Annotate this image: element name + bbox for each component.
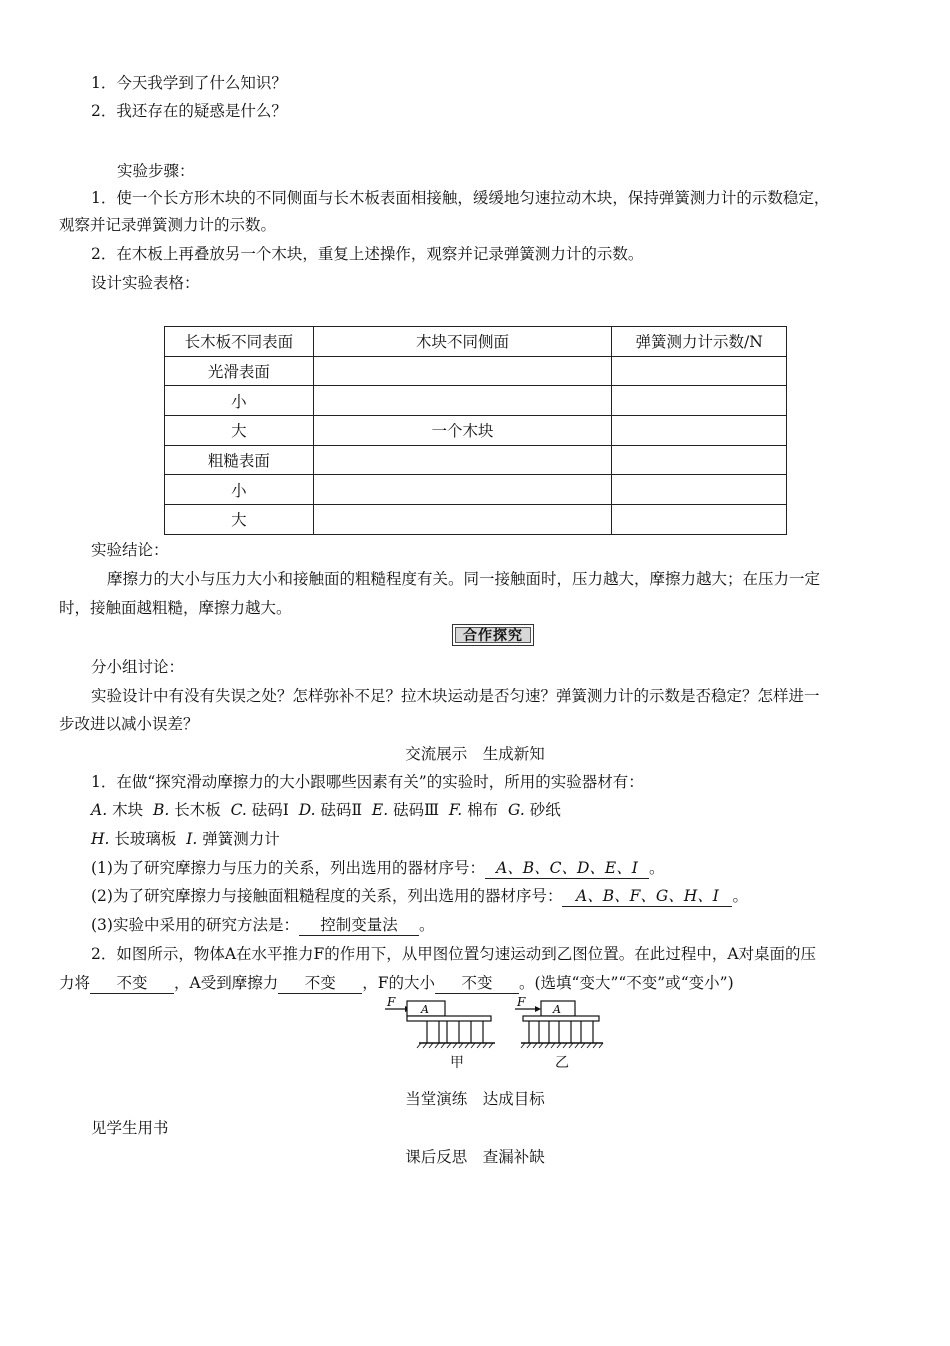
arrowhead-icon	[535, 1006, 541, 1012]
ground-hatch	[417, 1043, 493, 1048]
option-text: 长玻璃板	[114, 830, 177, 848]
caption-jia: 甲	[450, 1055, 464, 1071]
section-reflect: 课后反思 查漏补缺	[405, 1148, 545, 1166]
table-cell	[612, 416, 787, 446]
option-letter: I.	[186, 830, 198, 848]
option-letter: A.	[91, 801, 108, 819]
option-letter: H.	[91, 830, 110, 848]
table-row	[165, 505, 787, 535]
q2-line1: 2．如图所示，物体A在水平推力F的作用下，从甲图位置匀速运动到乙图位置。在此过程中，A对桌面的压	[91, 945, 817, 963]
q1-sub1-answer: A、B、C、D、E、I	[485, 858, 649, 879]
tabletop	[407, 1016, 491, 1021]
q2-text: 力将	[59, 974, 91, 992]
option-letter: C.	[230, 801, 247, 819]
q1-sub2	[91, 885, 748, 907]
discussion-line2: 步改进以减小误差？	[59, 715, 199, 733]
q1-options-line2	[91, 828, 280, 850]
option-letter: B.	[152, 801, 170, 819]
table-cell: 光滑表面	[165, 356, 314, 386]
figure-jia	[383, 995, 498, 1051]
table-cell	[313, 356, 611, 386]
option-text: 棉布	[467, 801, 499, 819]
table-cell	[612, 356, 787, 386]
section-banner-cooperative: 合作探究	[452, 624, 534, 646]
table-row	[165, 356, 787, 386]
table-header: 弹簧测力计示数/N	[612, 327, 787, 357]
option-text: 弹簧测力计	[202, 830, 280, 848]
table-cell: 小	[165, 475, 314, 505]
table-row	[165, 475, 787, 505]
q2-answer-pressure: 不变	[90, 973, 174, 994]
table-cell: 粗糙表面	[165, 445, 314, 475]
table-cell	[612, 475, 787, 505]
experiment-table	[164, 326, 787, 535]
section-exchange: 交流展示 生成新知	[405, 745, 545, 763]
q1-sub1	[91, 857, 664, 879]
discussion-line1: 实验设计中有没有失误之处？怎样弥补不足？拉木块运动是否匀速？弹簧测力计的示数是否稳定？怎样进一	[91, 687, 820, 705]
period: 。	[648, 859, 665, 877]
caption-yi: 乙	[555, 1055, 569, 1071]
option-text: 砝码Ⅰ	[251, 801, 289, 819]
table-row	[165, 416, 787, 446]
q2-text: ，F的大小	[362, 974, 435, 992]
table-cell: 大	[165, 416, 314, 446]
option-text: 木块	[112, 801, 144, 819]
step1-line2: 观察并记录弹簧测力计的示数。	[59, 216, 277, 234]
table-cell: 一个木块	[313, 416, 611, 446]
table-cell	[612, 386, 787, 416]
option-letter: G.	[507, 801, 525, 819]
q2-text: ，A受到摩擦力	[174, 974, 279, 992]
q1-sub3	[91, 914, 434, 936]
table-row	[165, 445, 787, 475]
option-text: 长木板	[174, 801, 221, 819]
conclusion-heading: 实验结论：	[91, 541, 169, 559]
table-cell	[313, 505, 611, 535]
option-letter: D.	[298, 801, 316, 819]
period: 。	[418, 916, 435, 934]
table-heading: 设计实验表格：	[91, 274, 200, 292]
section-practice: 当堂演练 达成目标	[405, 1090, 545, 1108]
option-text: 砝码Ⅱ	[320, 801, 363, 819]
table-cell: 小	[165, 386, 314, 416]
q1-stem: 1．在做“探究滑动摩擦力的大小跟哪些因素有关”的实验时，所用的实验器材有：	[91, 773, 644, 791]
step1-line1: 1．使一个长方形木块的不同侧面与长木板表面相接触，缓缓地匀速拉动木块，保持弹簧测力计的示数稳定，	[91, 189, 830, 207]
block-a-label: A	[553, 1003, 561, 1016]
conclusion-line1: 摩擦力的大小与压力大小和接触面的粗糙程度有关。同一接触面时，压力越大，摩擦力越大；在压力一定	[107, 570, 821, 588]
discussion-heading: 分小组讨论：	[91, 658, 185, 676]
table-cell	[612, 445, 787, 475]
option-text: 砝码Ⅲ	[393, 801, 440, 819]
reflection-q1: 1．今天我学到了什么知识？	[91, 74, 287, 92]
table-cell	[313, 386, 611, 416]
tabletop	[523, 1016, 599, 1021]
conclusion-line2: 时，接触面越粗糙，摩擦力越大。	[59, 599, 292, 617]
force-label: F	[387, 995, 396, 1009]
q2-answer-friction: 不变	[278, 973, 362, 994]
table-cell	[313, 475, 611, 505]
figure-yi	[513, 995, 608, 1051]
option-letter: E.	[371, 801, 389, 819]
table-cell: 大	[165, 505, 314, 535]
q1-sub2-prefix: (2)为了研究摩擦力与接触面粗糙程度的关系，列出选用的器材序号：	[91, 887, 563, 905]
q1-sub3-prefix: (3)实验中采用的研究方法是：	[91, 916, 299, 934]
reflection-q2: 2．我还存在的疑惑是什么？	[91, 102, 287, 120]
q2-answer-force: 不变	[435, 973, 519, 994]
force-label: F	[517, 995, 526, 1009]
q1-sub2-answer: A、B、F、G、H、I	[562, 886, 732, 907]
block-a-label: A	[421, 1003, 429, 1016]
table-row	[165, 386, 787, 416]
option-letter: F.	[448, 801, 463, 819]
table-header: 长木板不同表面	[165, 327, 314, 357]
table-cell	[313, 445, 611, 475]
ground-hatch	[521, 1043, 603, 1048]
steps-heading: 实验步骤：	[117, 162, 195, 180]
q2-text: 。(选填“变大”“不变”或“变小”)	[518, 974, 734, 992]
step2: 2．在木板上再叠放另一个木块，重复上述操作，观察并记录弹簧测力计的示数。	[91, 245, 644, 263]
q1-options-line1	[91, 799, 561, 821]
table-header-row	[165, 327, 787, 357]
q1-sub1-prefix: (1)为了研究摩擦力与压力的关系，列出选用的器材序号：	[91, 859, 485, 877]
table-cell	[612, 505, 787, 535]
see-student-book: 见学生用书	[91, 1119, 169, 1137]
q1-sub3-answer: 控制变量法	[299, 915, 419, 936]
period: 。	[732, 887, 748, 905]
option-text: 砂纸	[529, 801, 561, 819]
q2-line2	[59, 972, 734, 994]
table-header: 木块不同侧面	[313, 327, 611, 357]
